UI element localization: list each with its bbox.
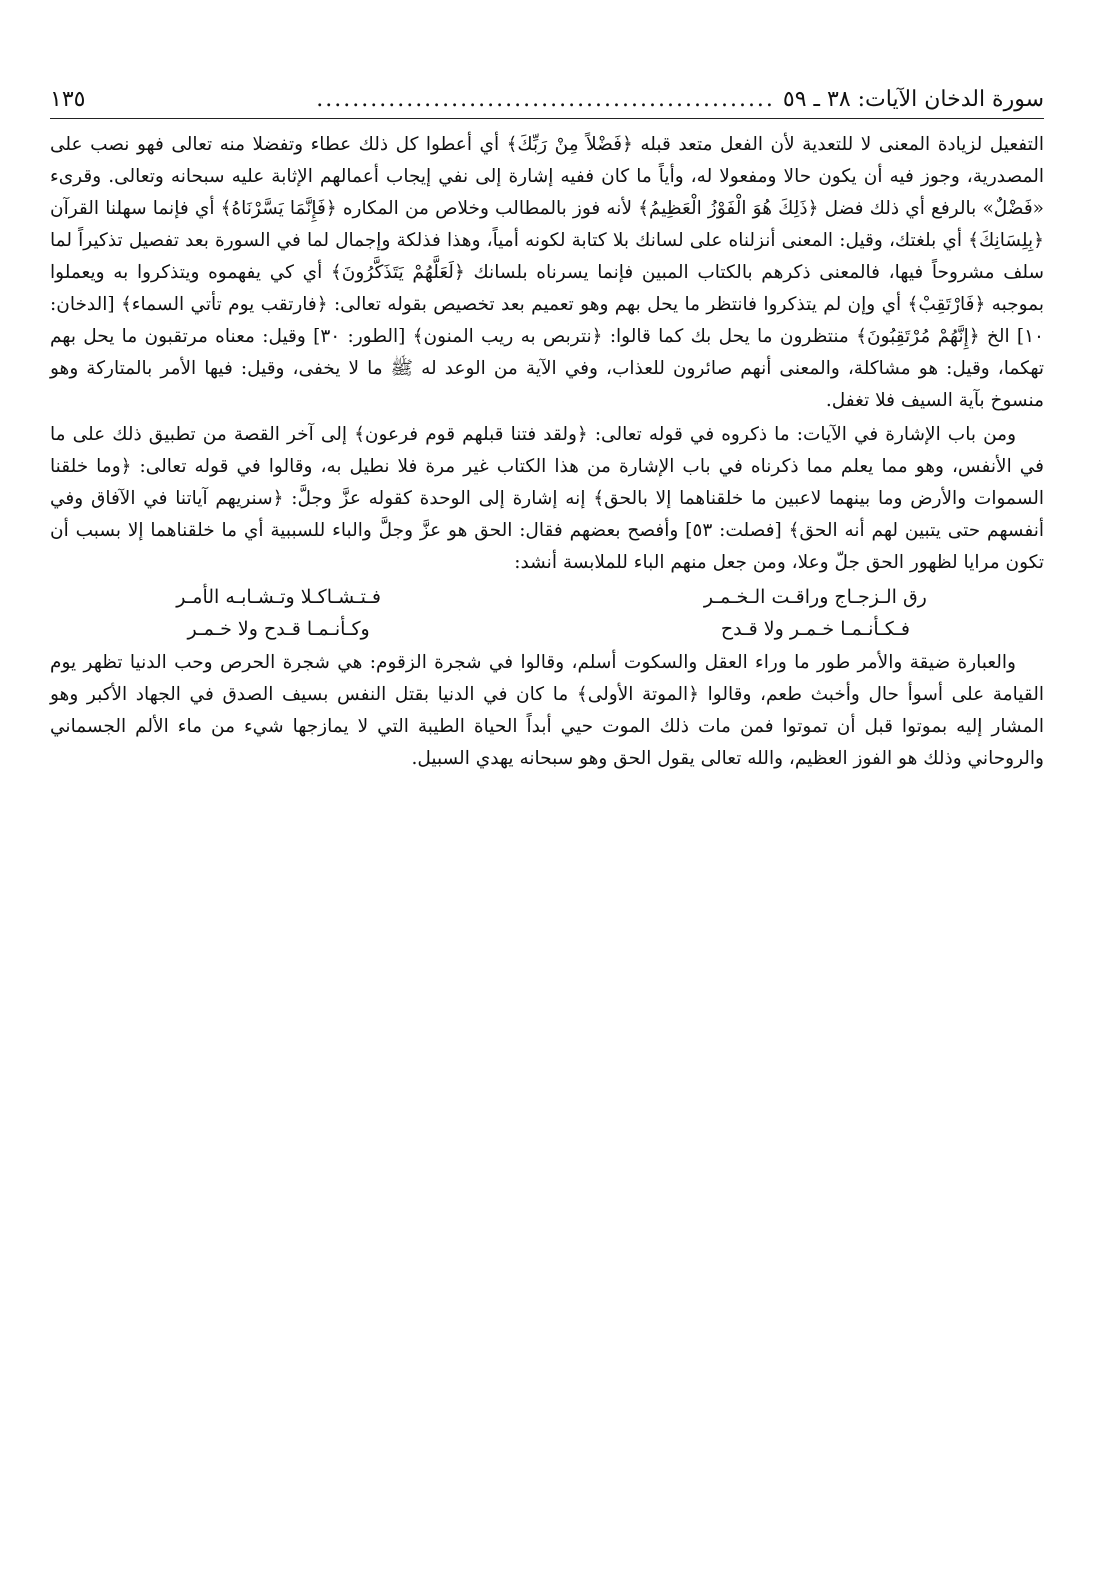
poem-hemistich-first: رق الـزجـاج وراقـت الـخـمـر <box>703 586 927 608</box>
paragraph-3: والعبارة ضيقة والأمر طور ما وراء العقل والسكوت أسلم، وقالوا في شجرة الزقوم: هي شجرة الحرص وحب الدنيا تظهر يوم القيامة على أسوأ حال وأخبث طعم، وقالوا ﴿الموتة الأولى﴾ ما كان في الدنيا بقتل النفس بسيف الصدق في الجهاد الأكبر وهو المشار إليه بموتوا قبل أن تموتوا فمن مات ذلك الموت حيي أبداً الحياة الطيبة التي لا يمازجها شيء من ماء الألم الجسماني والروحاني وذلك هو الفوز العظيم، والله تعالى يقول الحق وهو سبحانه يهدي السبيل. <box>50 652 1044 769</box>
running-header <box>50 70 1044 112</box>
poem-hemistich-second: وكـأنـمـا قـدح ولا خـمـر <box>187 618 370 640</box>
poem <box>50 581 1044 645</box>
paragraph-1: التفعيل لزيادة المعنى لا للتعدية لأن الفعل متعد قبله ﴿فَضْلاً مِنْ رَبِّكَ﴾ أي أعطوا كل ذلك عطاء وتفضلا منه تعالى فهو نصب على المصدرية، وجوز فيه أن يكون حالا ومفعولا له، وأياً ما كان ففيه إشارة إلى نفي إيجاب أعمالهم الإثابة عليه سبحانه وتعالى. وقرىء «فَضْلٌ» بالرفع أي ذلك فضل ﴿ذَلِكَ هُوَ الْفَوْزُ الْعَظِيمُ﴾ لأنه فوز بالمطالب وخلاص من المكاره ﴿فَإِنَّمَا يَسَّرْنَاهُ﴾ أي فإنما سهلنا القرآن ﴿بِلِسَانِكَ﴾ أي بلغتك، وقيل: المعنى أنزلناه على لسانك بلا كتابة لكونه أمياً، وهذا فذلكة وإجمال لما في السورة بعد تفصيل تذكيراً لما سلف مشروحاً فيها، فالمعنى ذكرهم بالكتاب المبين فإنما يسرناه بلسانك ﴿لَعَلَّهُمْ يَتَذَكَّرُونَ﴾ أي كي يفهموه ويتذكروا به ويعملوا بموجبه ﴿فَارْتَقِبْ﴾ أي وإن لم يتذكروا فانتظر ما يحل بهم وهو تعميم بعد تخصيص بقوله تعالى: ﴿فارتقب يوم تأتي السماء﴾ [الدخان: ١٠] الخ ﴿إِنَّهُمْ مُرْتَقِبُونَ﴾ منتظرون ما يحل بك كما قالوا: ﴿نتربص به ريب المنون﴾ [الطور: ٣٠] وقيل: معناه مرتقبون ما يحل بهم تهكما، وقيل: هو مشاكلة، والمعنى أنهم صائرون للعذاب، وفي الآية من الوعد له ﷺ ما لا يخفى، وقيل: فيها الأمر بالمتاركة وهو منسوخ بآية السيف فلا تغفل. <box>50 134 1044 411</box>
poem-hemistich-first: فـكـأنـمـا خـمـر ولا قـدح <box>720 618 910 640</box>
paragraph-2: ومن باب الإشارة في الآيات: ما ذكروه في قوله تعالى: ﴿ولقد فتنا قبلهم قوم فرعون﴾ إلى آخر القصة من تطبيق ذلك على ما في الأنفس، وهو مما يعلم مما ذكرناه في باب الإشارة من هذا الكتاب غير مرة فلا نطيل به، وقالوا في قوله تعالى: ﴿وما خلقنا السموات والأرض وما بينهما لاعبين ما خلقناهما إلا بالحق﴾ إنه إشارة إلى الوحدة كقوله عزَّ وجلَّ: ﴿سنريهم آياتنا في الآفاق وفي أنفسهم حتى يتبين لهم أنه الحق﴾ [فصلت: ٥٣] وأفصح بعضهم فقال: الحق هو عزَّ وجلَّ والباء للسببية أي ما خلقناهما إلا بسبب أن تكون مرايا لظهور الحق جلّ وعلا، ومن جعل منهم الباء للملابسة أنشد: <box>50 424 1045 573</box>
header-leader-dots: ................................................... <box>316 87 775 112</box>
poem-verse <box>50 581 1044 613</box>
header-title: سورة الدخان الآيات: ٣٨ ـ ٥٩ <box>782 87 1044 112</box>
poem-hemistich-second: فـتـشـاكـلا وتـشـابـه الأمـر <box>176 586 381 608</box>
header-rule <box>50 118 1044 119</box>
page <box>50 70 1044 775</box>
page-body <box>50 129 1044 775</box>
page-number: ١٣٥ <box>50 87 86 112</box>
poem-verse <box>50 613 1044 645</box>
